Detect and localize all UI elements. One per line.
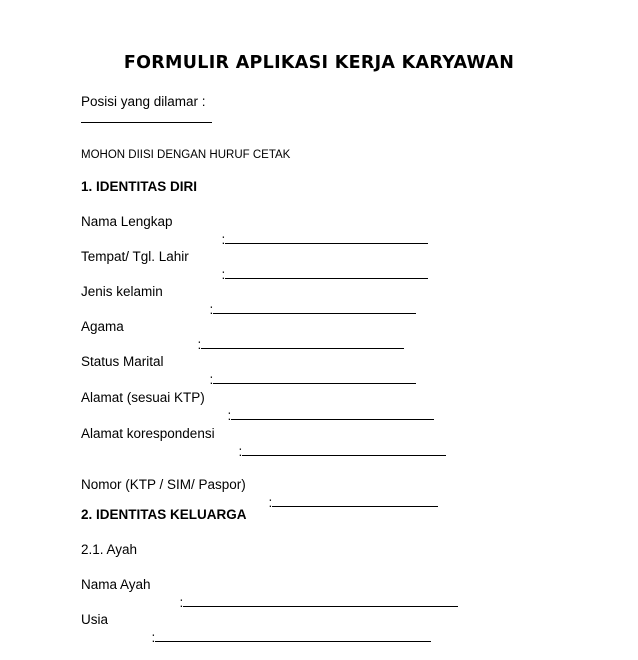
id-number-input-line[interactable] bbox=[272, 492, 438, 507]
field-label: Nama Ayah bbox=[81, 577, 151, 592]
correspondence-address-input-line[interactable] bbox=[242, 441, 446, 456]
field-label: Status Marital bbox=[81, 354, 164, 369]
field-separator: : bbox=[238, 444, 243, 459]
birth-place-date-input-line[interactable] bbox=[225, 264, 428, 279]
field-separator: : bbox=[209, 302, 214, 317]
address-ktp-input-line[interactable] bbox=[231, 405, 434, 420]
field-separator: : bbox=[151, 630, 156, 645]
full-name-input-line[interactable] bbox=[225, 229, 428, 244]
marital-status-input-line[interactable] bbox=[213, 369, 416, 384]
field-label: Alamat korespondensi bbox=[81, 426, 215, 441]
position-label: Posisi yang dilamar : bbox=[81, 94, 206, 109]
field-label: Tempat/ Tgl. Lahir bbox=[81, 249, 189, 264]
field-separator: : bbox=[221, 267, 226, 282]
form-title: FORMULIR APLIKASI KERJA KARYAWAN bbox=[123, 53, 515, 73]
field-label: Nama Lengkap bbox=[81, 214, 173, 229]
field-separator: : bbox=[209, 372, 214, 387]
field-label: Agama bbox=[81, 319, 124, 334]
field-separator: : bbox=[179, 595, 184, 610]
father-name-input-line[interactable] bbox=[183, 592, 458, 607]
father-age-input-line[interactable] bbox=[155, 627, 431, 642]
instruction-text: MOHON DIISI DENGAN HURUF CETAK bbox=[81, 149, 291, 161]
section-family-heading: 2. IDENTITAS KELUARGA bbox=[81, 507, 247, 522]
position-input-line[interactable] bbox=[81, 122, 212, 123]
subsection-father-heading: 2.1. Ayah bbox=[81, 542, 138, 557]
field-separator: : bbox=[268, 495, 273, 510]
field-separator: : bbox=[227, 408, 232, 423]
gender-input-line[interactable] bbox=[213, 299, 416, 314]
field-label: Usia bbox=[81, 612, 109, 627]
religion-input-line[interactable] bbox=[201, 334, 404, 349]
field-separator: : bbox=[221, 232, 226, 247]
field-label: Jenis kelamin bbox=[81, 284, 163, 299]
field-label: Nomor (KTP / SIM/ Paspor) bbox=[81, 477, 246, 492]
section-identity-heading: 1. IDENTITAS DIRI bbox=[81, 179, 198, 194]
field-separator: : bbox=[197, 337, 202, 352]
field-label: Alamat (sesuai KTP) bbox=[81, 390, 205, 405]
